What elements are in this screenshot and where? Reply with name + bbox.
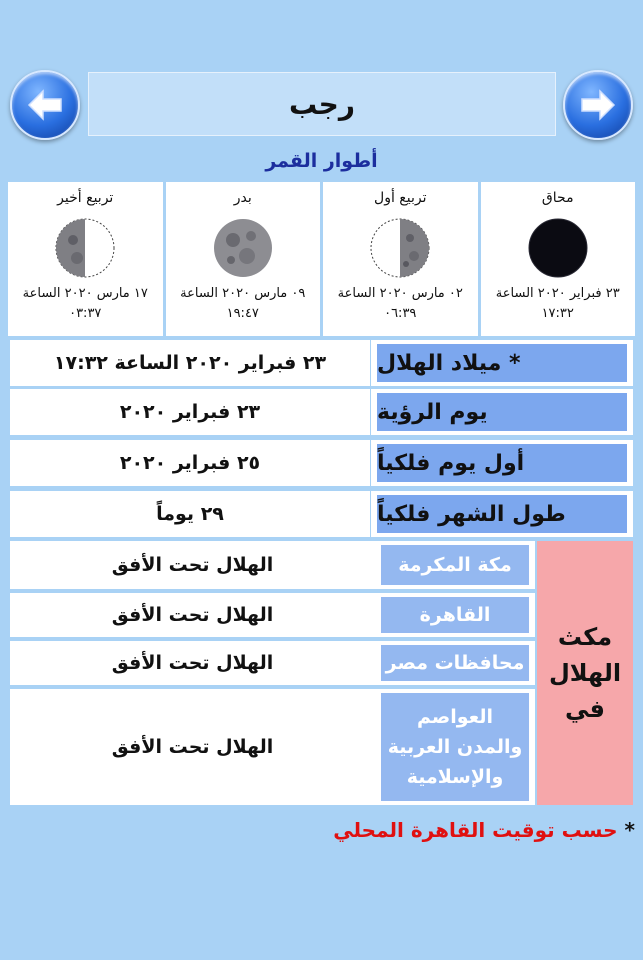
new-moon-icon: [528, 218, 588, 278]
phase-date: ٠٢ مارس ٢٠٢٠ الساعة ٠٦:٣٩: [337, 286, 463, 321]
footnote-text: حسب توقيت القاهرة المحلي: [333, 818, 618, 842]
phase-first-quarter: [323, 182, 478, 336]
visibility-row-cairo: [10, 593, 535, 637]
info-row-month-length: [10, 491, 633, 537]
phase-date: ١٧ مارس ٢٠٢٠ الساعة ٠٣:٣٧: [22, 286, 148, 321]
info-label: * ميلاد الهلال: [377, 344, 627, 382]
phase-name: بدر: [233, 190, 252, 206]
info-value: ٢٣ فبراير ٢٠٢٠ الساعة ١٧:٣٢: [10, 340, 370, 386]
last-quarter-moon-icon: [55, 218, 115, 278]
footnote: [333, 818, 635, 842]
moon-phases-strip: [8, 182, 635, 336]
footnote-star: *: [624, 818, 635, 842]
visibility-row-egypt-governorates: [10, 641, 535, 685]
phase-name: محاق: [541, 190, 574, 206]
visibility-title: مكث الهلال في: [537, 541, 633, 805]
info-row-crescent-birth: [10, 340, 633, 386]
visibility-status: الهلال تحت الأفق: [111, 554, 274, 576]
phase-date: ٢٣ فبراير ٢٠٢٠ الساعة ١٧:٣٢: [495, 286, 620, 321]
visibility-city: محافظات مصر: [381, 645, 529, 681]
visibility-status: الهلال تحت الأفق: [111, 652, 274, 674]
next-month-button[interactable]: [563, 70, 633, 140]
info-label: طول الشهر فلكياً: [377, 495, 627, 533]
crescent-visibility-panel: [10, 541, 633, 805]
visibility-city: القاهرة: [381, 597, 529, 633]
info-value: ٢٣ فبراير ٢٠٢٠: [10, 389, 370, 435]
visibility-city: العواصم والمدن العربية والإسلامية: [381, 693, 529, 801]
phase-name: تربيع أول: [374, 190, 427, 206]
phase-new-moon: [481, 182, 636, 336]
info-value: ٢٥ فبراير ٢٠٢٠: [10, 440, 370, 486]
visibility-city: مكة المكرمة: [381, 545, 529, 585]
info-row-sighting-day: [10, 389, 633, 435]
previous-month-button[interactable]: [10, 70, 80, 140]
arrow-left-icon: [23, 83, 67, 127]
moon-phases-heading: أطوار القمر: [265, 150, 378, 172]
info-row-first-day: [10, 440, 633, 486]
phase-date: ٠٩ مارس ٢٠٢٠ الساعة ١٩:٤٧: [180, 286, 306, 321]
info-value: ٢٩ يوماً: [10, 491, 370, 537]
info-label: أول يوم فلكياً: [377, 444, 627, 482]
visibility-status: الهلال تحت الأفق: [111, 604, 274, 626]
info-label: يوم الرؤية: [377, 393, 627, 431]
visibility-row-makkah: [10, 541, 535, 589]
phase-last-quarter: [8, 182, 163, 336]
full-moon-icon: [213, 218, 273, 278]
arrow-right-icon: [576, 83, 620, 127]
month-title: رجب: [88, 72, 556, 136]
visibility-row-arab-islamic-capitals: [10, 689, 535, 805]
phase-full-moon: [166, 182, 321, 336]
visibility-status: الهلال تحت الأفق: [111, 736, 274, 758]
first-quarter-moon-icon: [370, 218, 430, 278]
phase-name: تربيع أخير: [57, 190, 114, 206]
